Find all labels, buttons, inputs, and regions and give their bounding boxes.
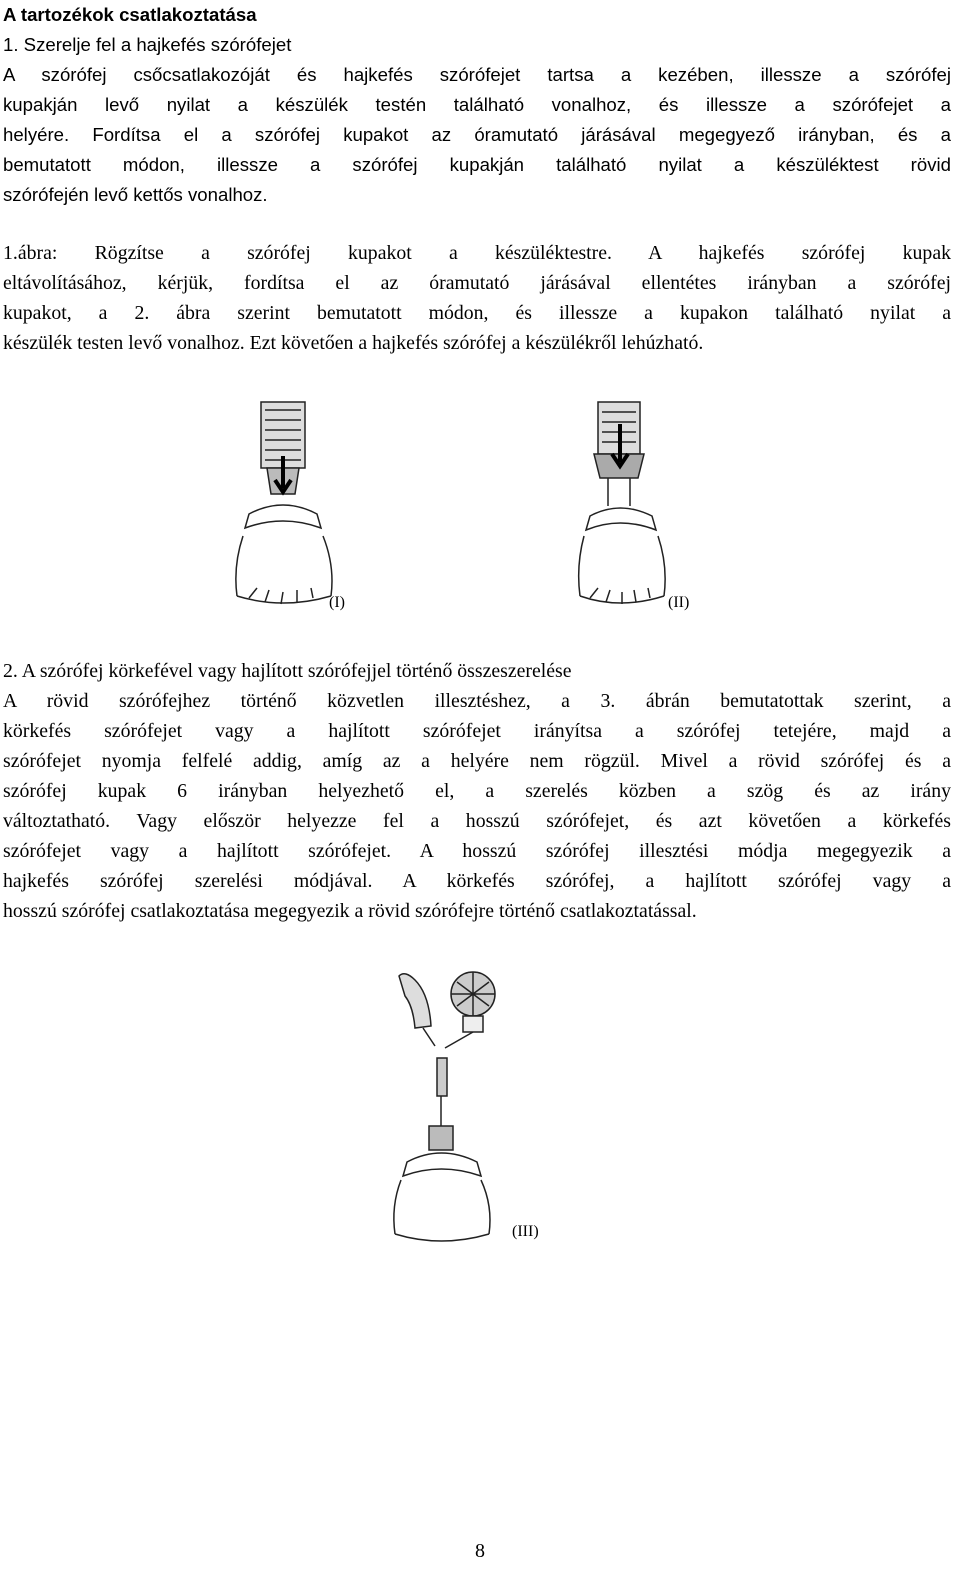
paragraph-line: körkefés szórófejet vagy a hajlított szórófejet irányítsa a szórófej tetejére, majd a — [3, 720, 951, 742]
paragraph-line: szórófején levő kettős vonalhoz. — [3, 184, 268, 205]
figure-1-label: (I) — [329, 594, 345, 611]
step-1-heading: 1. Szerelje fel a hajkefés szórófejet — [3, 34, 292, 55]
figure-3-label: (III) — [512, 1223, 539, 1240]
paragraph-line: szórófejet nyomja felfelé addig, amíg az a helyére nem rögzül. Mivel a rövid szórófej és a — [3, 750, 951, 772]
caption-line: készülék testen levő vonalhoz. Ezt követően a hajkefés szórófej a készülékről lehúzható. — [3, 332, 704, 354]
section-1 — [3, 0, 951, 210]
section-2 — [3, 656, 951, 926]
paragraph-line: szórófejet vagy a hajlított szórófejet. A hosszú szórófej illesztési módja megegyezik a — [3, 840, 951, 862]
paragraph-line: változtatható. Vagy először helyezze fel a hosszú szórófejet, és azt követően a körkefés — [3, 810, 951, 832]
figure-1-caption — [3, 238, 951, 358]
caption-line: kupakot, a 2. ábra szerint bemutatott módon, és illessze a kupakon található nyilat a — [3, 302, 951, 324]
page-number: 8 — [475, 1540, 485, 1562]
figure-3-illustration — [385, 966, 575, 1256]
figure-2-label: (II) — [668, 594, 690, 611]
paragraph-line: hosszú szórófej csatlakoztatása megegyezik a rövid szórófejre történő csatlakoztatással. — [3, 900, 697, 922]
paragraph-line: helyére. Fordítsa el a szórófej kupakot az óramutató járásával megegyező irányban, és a — [3, 124, 951, 145]
step-2-heading: 2. A szórófej körkefével vagy hajlított szórófejjel történő összeszerelése — [3, 660, 572, 682]
caption-line: eltávolításához, kérjük, fordítsa el az óramutató járásával ellentétes irányban a szórófej — [3, 272, 951, 294]
paragraph-line: kupakján levő nyilat a készülék testén található vonalhoz, és illessze a szórófejet a — [3, 94, 951, 115]
paragraph-line: bemutatott módon, illessze a szórófej kupakján található nyilat a készüléktest rövid — [3, 154, 951, 175]
paragraph-line: A rövid szórófejhez történő közvetlen illesztéshez, a 3. ábrán bemutatottak szerint, a — [3, 690, 951, 712]
caption-line: 1.ábra: Rögzítse a szórófej kupakot a készüléktestre. A hajkefés szórófej kupak — [3, 242, 951, 264]
paragraph-line: A szórófej csőcsatlakozóját és hajkefés szórófejet tartsa a kezében, illessze a szórófej — [3, 64, 951, 85]
paragraph-line: hajkefés szórófej szerelési módjával. A körkefés szórófej, a hajlított szórófej vagy a — [3, 870, 951, 892]
section-title: A tartozékok csatlakoztatása — [3, 4, 257, 25]
paragraph-line: szórófej kupak 6 irányban helyezhető el, a szerelés közben a szög és az irány — [3, 780, 951, 802]
figure-2-illustration — [568, 396, 708, 618]
figure-1-illustration — [225, 396, 365, 618]
